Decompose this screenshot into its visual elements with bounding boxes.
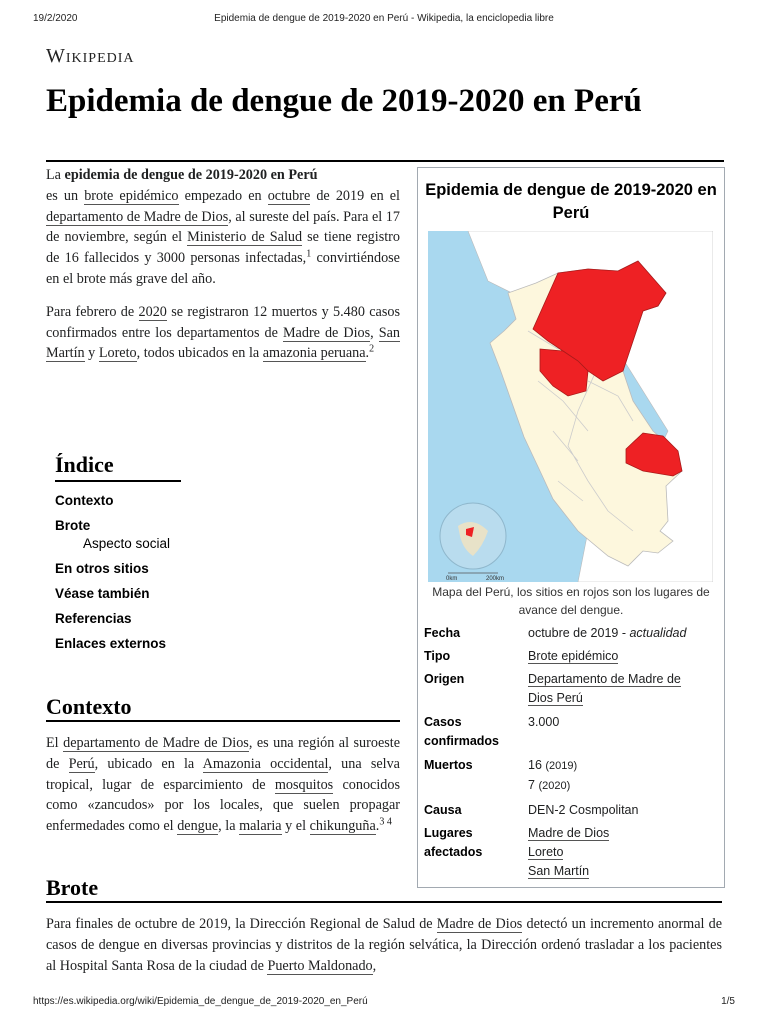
page-title: Epidemia de dengue de 2019-2020 en Perú <box>46 83 642 119</box>
page-url: https://es.wikipedia.org/wiki/Epidemia_de_dengue_de_2019-2020_en_Perú <box>33 996 368 1007</box>
value-origen <box>528 670 708 708</box>
toc-item-referencias[interactable]: Referencias <box>55 611 132 626</box>
print-date: 19/2/2020 <box>33 13 78 24</box>
text: , una selva tropical, lugar de esparcimiento de <box>46 755 400 793</box>
muertos-2019-value: 16 <box>528 758 542 772</box>
scale-label-right: 200km <box>486 576 505 582</box>
label-causa: Causa <box>424 803 462 817</box>
text: se registraron 12 muertos y 5.480 casos confirmados entre los departamentos de <box>46 303 400 341</box>
value-causa: DEN-2 Cosmpolitan <box>528 803 639 817</box>
label-origen: Origen <box>424 672 465 686</box>
link-madre-de-dios[interactable]: Madre de Dios <box>528 826 610 840</box>
link-dengue[interactable]: dengue <box>177 818 219 835</box>
text: . <box>365 345 370 362</box>
muertos-2019-year: (2019) <box>545 760 578 772</box>
link-departamento-madre-de-dios[interactable]: departamento de Madre de Dios <box>63 735 249 751</box>
label-lugares-afectados: Lugares afectados <box>424 826 483 859</box>
link-madre-de-dios[interactable]: Madre de Dios <box>436 916 523 932</box>
link-departamento-madre-de-dios[interactable]: departamento de Madre de Dios <box>46 208 229 225</box>
text: detectó un incremento anormal de casos de dengue en diversas provincias y distritos de la región selvática, la Dirección ordenó trasladar a los pacientes al Hospital Santa Rosa de la ciudad de <box>46 916 722 974</box>
text: . <box>375 818 380 835</box>
wikipedia-logo[interactable]: Wikipedia <box>46 45 135 67</box>
label-tipo: Tipo <box>424 649 451 663</box>
intro-paragraph-2 <box>46 302 400 364</box>
section-heading-brote: Brote <box>46 875 722 903</box>
text: y el <box>281 818 310 835</box>
infobox-title: Epidemia de dengue de 2019-2020 en Perú <box>425 181 717 222</box>
link-peru[interactable]: Perú <box>68 755 95 772</box>
text: El <box>46 735 64 751</box>
link-2020[interactable]: 2020 <box>138 303 167 320</box>
text: empezado en <box>178 187 268 204</box>
references-3-4[interactable]: 3 4 <box>379 816 392 828</box>
link-brote-epidemico[interactable]: brote epidémico <box>84 187 179 204</box>
link-octubre[interactable]: octubre <box>267 187 311 204</box>
value-fecha <box>528 624 708 643</box>
toc-item-contexto[interactable]: Contexto <box>55 493 114 508</box>
toc-item-aspecto-social[interactable]: Aspecto social <box>83 536 171 551</box>
text: conocidos como «zancudos» por los locales, que suelen propagar enfermedades como el <box>46 776 401 835</box>
map-caption: Mapa del Perú, los sitios en rojos son los lugares de avance del dengue. <box>432 585 710 617</box>
text: , todos ubicados en la <box>136 345 263 362</box>
text: La <box>46 167 65 183</box>
label-muertos: Muertos <box>424 758 473 772</box>
toc-item-enlaces-externos[interactable]: Enlaces externos <box>55 636 167 651</box>
section-heading-contexto: Contexto <box>46 694 400 722</box>
link-brote-epidemico[interactable]: Brote epidémico <box>528 649 619 663</box>
muertos-2020-value: 7 <box>528 778 535 792</box>
scale-label-left: 0km <box>446 576 458 582</box>
contexto-paragraph <box>46 733 400 837</box>
brote-paragraph <box>46 914 722 976</box>
value-tipo <box>528 647 708 666</box>
text: , al sureste del país. Para el 17 de noviembre, según el <box>46 208 400 246</box>
reference-1[interactable]: 1 <box>306 248 312 260</box>
text: , ubicado en la <box>94 755 203 772</box>
text: , <box>370 324 379 341</box>
muertos-2020-year: (2020) <box>538 780 571 792</box>
text: , la <box>218 818 240 835</box>
text: de 2019 en el <box>310 187 400 204</box>
text: es un <box>46 187 85 204</box>
reference-2[interactable]: 2 <box>369 343 375 355</box>
article-subject: epidemia de dengue de 2019-2020 en Perú <box>64 167 318 183</box>
link-amazonia-occidental[interactable]: Amazonia occidental <box>202 755 329 772</box>
fecha-start: octubre de 2019 - <box>528 626 630 640</box>
toc-item-brote[interactable]: Brote <box>55 518 91 533</box>
page-number: 1/5 <box>721 996 735 1007</box>
value-lugares <box>528 824 708 881</box>
text: convirtiéndose en el brote más grave del año. <box>46 250 400 287</box>
link-puerto-maldonado[interactable]: Puerto Maldonado <box>267 957 373 974</box>
link-loreto[interactable]: Loreto <box>98 345 137 362</box>
link-loreto[interactable]: Loreto <box>528 845 564 859</box>
toc-item-en-otros-sitios[interactable]: En otros sitios <box>55 561 149 576</box>
toc-item-vease-tambien[interactable]: Véase también <box>55 586 150 601</box>
infobox <box>417 167 725 888</box>
text: , es una región al suroeste de <box>46 735 401 772</box>
intro-paragraph-1 <box>46 165 400 290</box>
link-departamento-madre-de-dios-peru[interactable]: Departamento de Madre de Dios Perú <box>528 672 681 705</box>
text: se tiene registro de 16 fallecidos y 3000 personas infectadas, <box>46 229 400 267</box>
link-ministerio-de-salud[interactable]: Ministerio de Salud <box>187 229 303 246</box>
title-divider <box>46 160 724 162</box>
link-malaria[interactable]: malaria <box>239 818 282 835</box>
peru-dengue-map[interactable] <box>428 231 713 582</box>
value-muertos <box>528 756 708 796</box>
link-san-martin[interactable]: San Martín <box>528 864 590 878</box>
link-amazonia-peruana[interactable]: amazonia peruana <box>262 345 366 362</box>
toc-list <box>55 490 185 658</box>
toc-heading: Índice <box>55 452 181 482</box>
intro-section <box>46 165 400 376</box>
label-casos-confirmados: Casos confirmados <box>424 715 500 748</box>
text: Para febrero de <box>46 303 139 320</box>
text: Para finales de octubre de 2019, la Dirección Regional de Salud de <box>46 916 437 932</box>
text: , <box>372 957 377 974</box>
table-of-contents <box>55 452 185 658</box>
value-casos: 3.000 <box>528 715 560 729</box>
print-title: Epidemia de dengue de 2019-2020 en Perú - Wikipedia, la enciclopedia libre <box>214 13 554 24</box>
text: y <box>84 345 99 362</box>
link-mosquitos[interactable]: mosquitos <box>274 776 334 793</box>
link-chikunguna[interactable]: chikunguña <box>309 818 376 835</box>
link-san-martin[interactable]: San Martín <box>46 324 400 362</box>
link-madre-de-dios[interactable]: Madre de Dios <box>282 324 371 341</box>
label-fecha: Fecha <box>424 626 461 640</box>
fecha-end: actualidad <box>629 626 687 640</box>
